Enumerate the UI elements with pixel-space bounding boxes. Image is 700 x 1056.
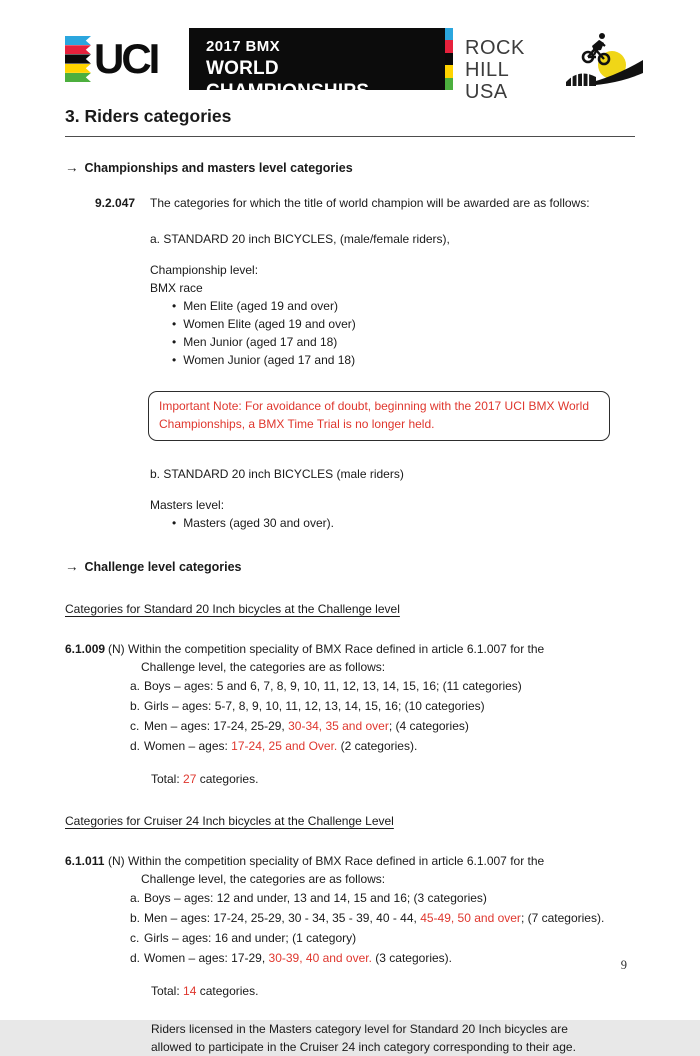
page-title: 3. Riders categories <box>65 105 635 137</box>
total-count: 14 <box>183 984 197 998</box>
category-item: a. Boys – ages: 5 and 6, 7, 8, 9, 10, 11, 12, 13, 14, 15, 16; (11 categories) <box>130 679 522 693</box>
list-item: • Women Elite (aged 19 and over) <box>172 315 635 333</box>
rule-intro-line: (N) Within the competition speciality of BMX Race defined in article 6.1.007 for the <box>108 854 545 868</box>
masters-categories-list <box>150 514 635 532</box>
rule-6-1-009 <box>65 640 635 756</box>
event-year-line: 2017 BMX <box>206 38 281 55</box>
championship-categories-list <box>150 297 635 369</box>
category-item: b. Girls – ages: 5-7, 8, 9, 10, 11, 12, 13, 14, 15, 16; (10 categories) <box>130 699 485 713</box>
list-item: • Men Elite (aged 19 and over) <box>172 297 635 315</box>
note-line: Important Note: For avoidance of doubt, beginning with the 2017 UCI BMX World <box>159 399 590 413</box>
event-title-banner <box>189 28 445 102</box>
subheading-standard20: Categories for Standard 20 Inch bicycles at the Challenge level <box>65 602 400 616</box>
uci-wordmark: UCI <box>94 35 158 82</box>
event-location <box>453 28 561 103</box>
total-cruiser24: Total: 14 categories. <box>151 984 259 998</box>
rule-intro-line: Challenge level, the categories are as follows: <box>141 872 386 886</box>
item-a-standard20: a. STANDARD 20 inch BICYCLES, (male/female riders), <box>150 232 450 246</box>
rule-text: The categories for which the title of world champion will be awarded are as follows: <box>150 196 590 210</box>
bmx-rider-logo-icon <box>561 28 643 90</box>
section-heading-challenge: → Challenge level categories <box>65 559 242 574</box>
note-line: allowed to participate in the Cruiser 24 inch category corresponding to their age. <box>151 1040 576 1054</box>
uci-color-bar-icon <box>445 28 453 90</box>
rule-number: 6.1.009 <box>65 642 106 656</box>
note-line: Riders licensed in the Masters category level for Standard 20 Inch bicycles are <box>151 1022 568 1036</box>
rule-number: 6.1.011 <box>65 854 105 868</box>
page-number: 9 <box>620 958 627 972</box>
list-item: • Women Junior (aged 17 and 18) <box>172 351 635 369</box>
category-item: a. Boys – ages: 12 and under, 13 and 14, 15 and 16; (3 categories) <box>130 891 487 905</box>
item-b-standard20: b. STANDARD 20 inch BICYCLES (male riders) <box>150 467 404 481</box>
subheading-cruiser24: Categories for Cruiser 24 Inch bicycles at the Challenge Level <box>65 814 394 828</box>
rule-intro-line: (N) Within the competition speciality of BMX Race defined in article 6.1.007 for the <box>108 642 545 656</box>
category-item: d. Women – ages: 17-24, 25 and Over. (2 categories). <box>130 739 418 753</box>
total-count: 27 <box>183 772 197 786</box>
category-item: b. Men – ages: 17-24, 25-29, 30 - 34, 35 - 39, 40 - 44, 45-49, 50 and over; (7 categories). <box>130 911 605 925</box>
rule-6-1-011 <box>65 852 635 968</box>
category-items <box>130 888 635 968</box>
rule-intro-line: Challenge level, the categories are as follows: <box>141 660 386 674</box>
bmx-race-label: BMX race <box>150 281 203 295</box>
arrow-icon: → <box>65 160 79 175</box>
rule-body <box>108 640 635 756</box>
category-item: c. Girls – ages: 16 and under; (1 category) <box>130 931 357 945</box>
category-item: c. Men – ages: 17-24, 25-29, 30-34, 35 and over; (4 categories) <box>130 719 469 733</box>
total-standard20: Total: 27 categories. <box>151 772 259 786</box>
uci-rainbow-stripes-icon <box>65 36 91 82</box>
list-item: • Men Junior (aged 17 and 18) <box>172 333 635 351</box>
championship-level-label: Championship level: <box>150 263 259 277</box>
location-city: ROCK HILL <box>465 37 525 81</box>
list-item: • Masters (aged 30 and over). <box>172 514 635 532</box>
arrow-icon: → <box>65 559 79 574</box>
note-line: Championships, a BMX Time Trial is no longer held. <box>159 417 435 431</box>
location-country: USA <box>465 81 508 103</box>
header-banner <box>65 28 635 103</box>
rule-number: 9.2.047 <box>95 196 136 210</box>
category-item: d. Women – ages: 17-29, 30-39, 40 and over. (3 categories). <box>130 951 452 965</box>
uci-logo <box>65 28 189 90</box>
masters-level-label: Masters level: <box>150 498 225 512</box>
masters-participation-note <box>151 1020 635 1056</box>
rule-9-2-047 <box>95 194 635 212</box>
section-heading-championships: → Championships and masters level categories <box>65 160 353 175</box>
important-note-box <box>148 391 610 441</box>
category-items <box>130 676 635 756</box>
event-name-line: WORLD CHAMPIONSHIPS <box>206 58 370 102</box>
rule-body <box>108 852 635 968</box>
